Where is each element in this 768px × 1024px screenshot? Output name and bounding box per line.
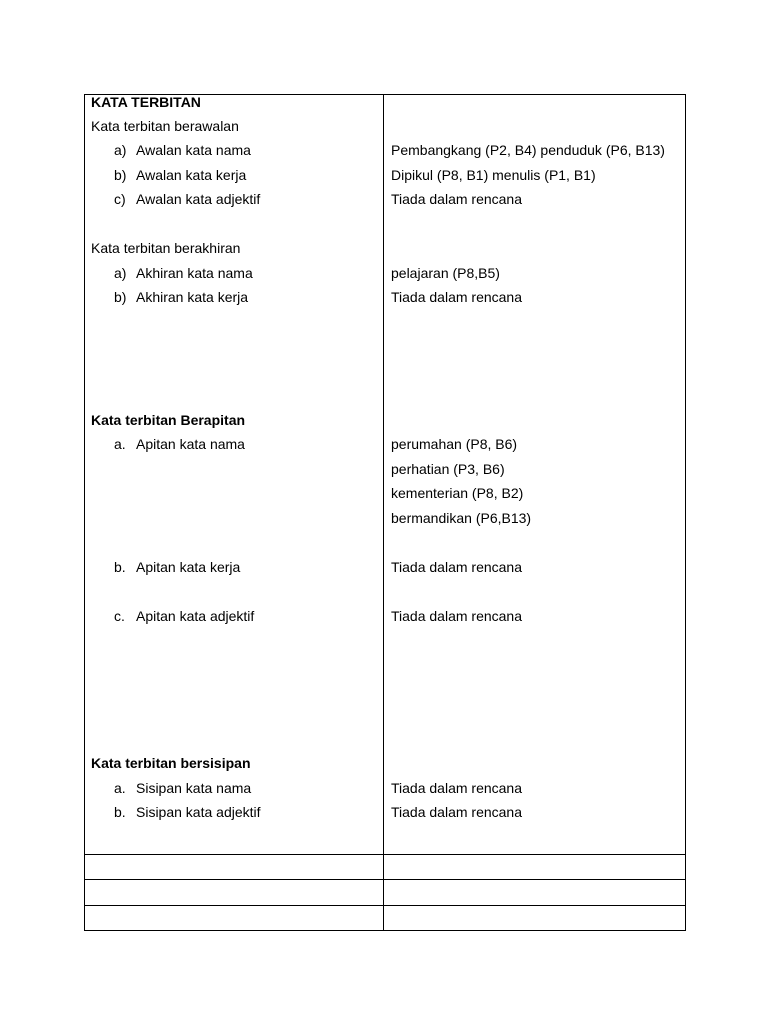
item-value: Tiada dalam rencana (391, 559, 523, 575)
item-value: Dipikul (P8, B1) menulis (P1, B1) (391, 167, 596, 183)
item-label: Akhiran kata nama (136, 265, 253, 281)
item-label: Awalan kata nama (136, 142, 251, 158)
item-value: Tiada dalam rencana (391, 804, 523, 820)
item-label: Sisipan kata nama (136, 780, 252, 796)
item-label: Apitan kata kerja (136, 559, 241, 575)
item-value: pelajaran (P8,B5) (391, 265, 500, 281)
item-marker: a. (114, 780, 126, 796)
item-marker: c) (114, 191, 126, 207)
item-value: perumahan (P8, B6) (391, 436, 518, 452)
item-value: Tiada dalam rencana (391, 191, 523, 207)
item-marker: c. (114, 608, 125, 624)
item-marker: b) (114, 289, 127, 305)
item-value: kementerian (P8, B2) (391, 485, 524, 501)
item-label: Awalan kata adjektif (136, 191, 261, 207)
item-value: Pembangkang (P2, B4) penduduk (P6, B13) (391, 142, 665, 158)
item-marker: a) (114, 265, 127, 281)
section-heading-berapitan: Kata terbitan Berapitan (91, 412, 246, 428)
section-heading-bersisipan: Kata terbitan bersisipan (91, 755, 251, 771)
row-divider (84, 879, 686, 880)
item-label: Sisipan kata adjektif (136, 804, 261, 820)
item-label: Apitan kata nama (136, 436, 245, 452)
item-marker: a) (114, 142, 127, 158)
section-heading-berakhiran: Kata terbitan berakhiran (91, 240, 241, 256)
item-label: Awalan kata kerja (136, 167, 247, 183)
table-title: KATA TERBITAN (91, 94, 201, 110)
item-label: Akhiran kata kerja (136, 289, 249, 305)
item-marker: b. (114, 804, 126, 820)
row-divider (84, 854, 686, 855)
item-value: Tiada dalam rencana (391, 608, 523, 624)
row-divider (84, 905, 686, 906)
item-marker: b. (114, 559, 126, 575)
item-value: perhatian (P3, B6) (391, 461, 505, 477)
item-marker: b) (114, 167, 127, 183)
column-divider (383, 94, 384, 931)
section-heading-berawalan: Kata terbitan berawalan (91, 118, 239, 134)
item-value: Tiada dalam rencana (391, 780, 523, 796)
item-label: Apitan kata adjektif (136, 608, 255, 624)
item-marker: a. (114, 436, 126, 452)
item-value: Tiada dalam rencana (391, 289, 523, 305)
item-value: bermandikan (P6,B13) (391, 510, 532, 526)
